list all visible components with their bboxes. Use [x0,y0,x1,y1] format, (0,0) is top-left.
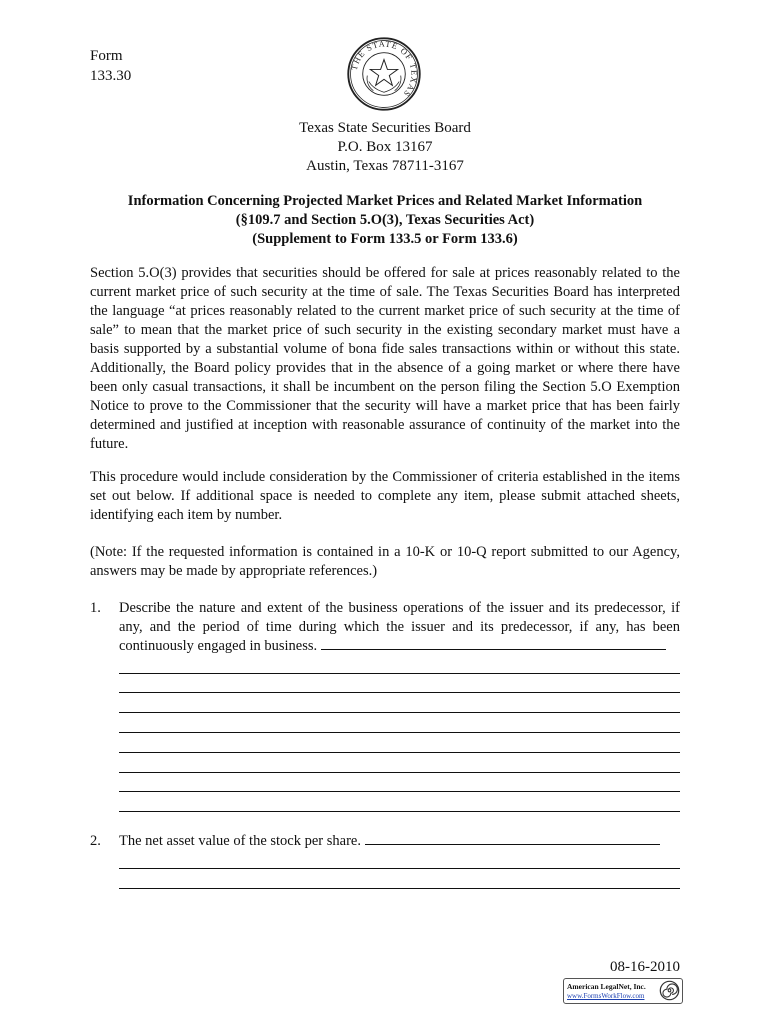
form-title-line1: Information Concerning Projected Market Prices and Related Market Information [127,193,643,209]
form-number: 133.30 [90,68,132,84]
item-2-answer-line[interactable] [119,888,680,889]
item-1-answer-line[interactable] [119,791,680,792]
item-2-answer-inline-line[interactable] [365,843,660,845]
publisher-badge [563,978,683,1004]
item-1-answer-line[interactable] [119,692,680,693]
note-paragraph: (Note: If the requested information is contained in a 10-K or 10-Q report submitted to our Agency, answers may be made by appropriate references.) [90,544,680,579]
publisher-name: American LegalNet, Inc. [567,982,646,991]
form-title-line3: (Supplement to Form 133.5 or Form 133.6) [252,231,518,247]
svg-text:THE STATE OF TEXAS: THE STATE OF TEXAS [349,39,419,99]
form-label: Form [90,48,123,64]
agency-box: P.O. Box 13167 [337,139,433,155]
publisher-link[interactable]: www.FormsWorkFlow.com [567,992,645,1000]
item-1-answer-line[interactable] [119,673,680,674]
item-2-number: 2. [90,833,101,849]
form-title [0,192,770,249]
item-1-text-block [119,599,680,656]
item-1-answer-line[interactable] [119,811,680,812]
revision-date: 08-16-2010 [610,959,680,975]
procedure-paragraph: This procedure would include consideration by the Commissioner of criteria established in the items set out below. If additional space is needed to complete any item, please submit attached sheets, identifying each item by number. [90,469,680,523]
agency-name: Texas State Securities Board [299,120,471,136]
form-title-line2: (§109.7 and Section 5.O(3), Texas Securities Act) [235,212,535,228]
agency-address [0,119,770,176]
item-1-answer-inline-line[interactable] [321,648,666,650]
item-1-number: 1. [90,600,101,616]
item-1-answer-line[interactable] [119,772,680,773]
item-1-answer-line[interactable] [119,712,680,713]
item-1-answer-line[interactable] [119,732,680,733]
item-2-text-block [119,832,680,851]
item-2-question: The net asset value of the stock per share. [119,833,361,849]
spiral-logo-icon [659,980,680,1001]
form-identifier [90,46,131,86]
intro-paragraph: Section 5.O(3) provides that securities should be offered for sale at prices reasonably related to the current market price of such security at the time of sale. The Texas Securities Board has interpreted the language “at prices reasonably related to the current market price of such security at the time of sale” to mean that the market price of such security in the existing secondary market must have a basis supported by a substantial volume of bona fide sales transactions within or without this state. Additionally, the Board policy provides that in the absence of a going market or where there have been only casual transactions, it shall be incumbent on the person filing the Section 5.O Exemption Notice to prove to the Commissioner that the security will have a market price that has been fairly determined and justified at inception with reasonable assurance of continuity of the market into the future. [90,265,680,452]
agency-city: Austin, Texas 78711-3167 [306,158,464,174]
texas-state-seal-icon [346,36,422,112]
item-1-question: Describe the nature and extent of the business operations of the issuer and its predecessor, if any, and the period of time during which the issuer and its predecessor, if any, has been continuously engaged in business. [119,600,680,654]
item-1-answer-line[interactable] [119,752,680,753]
item-2-answer-line[interactable] [119,868,680,869]
